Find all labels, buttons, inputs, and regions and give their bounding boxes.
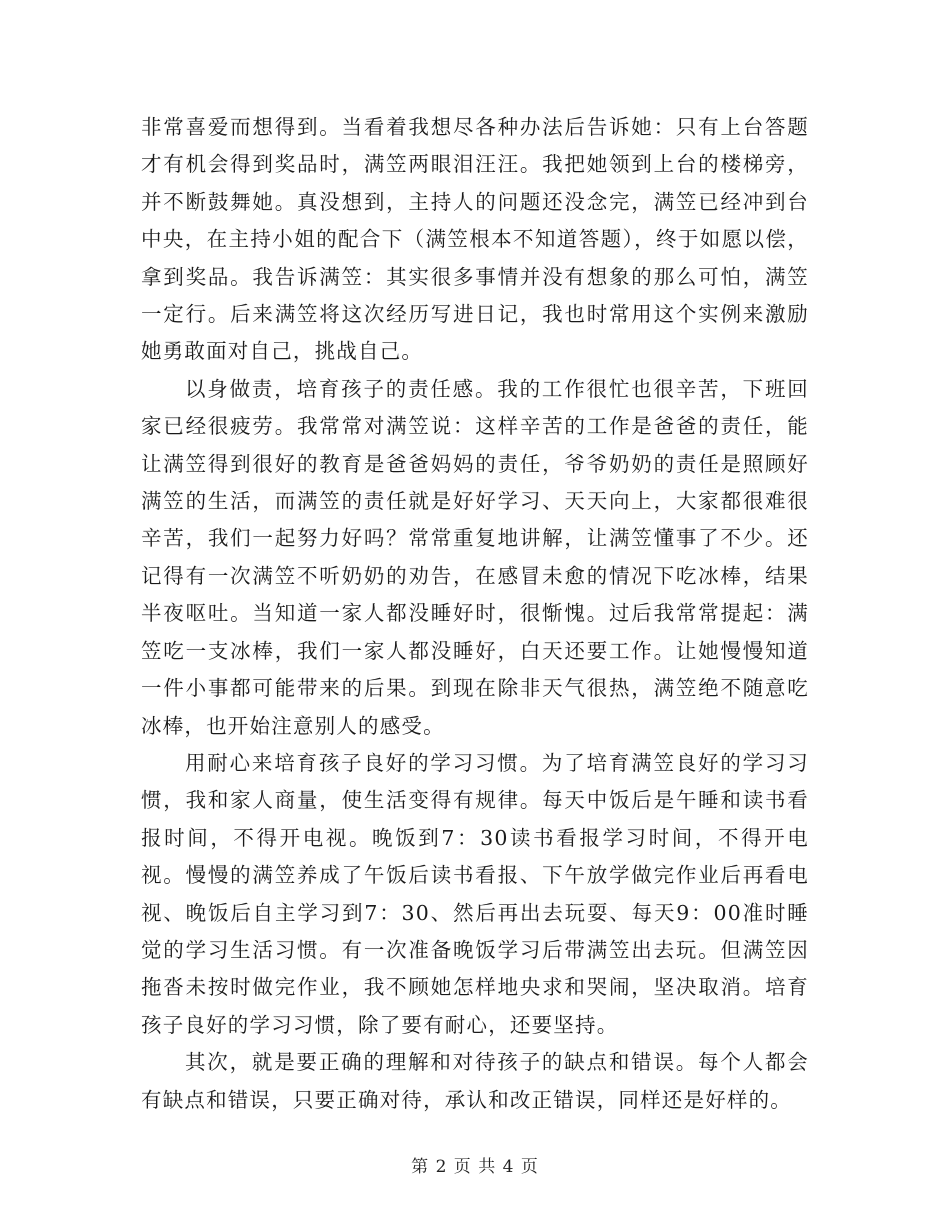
paragraph-3: 用耐心来培育孩子良好的学习习惯。为了培育满笠良好的学习习惯，我和家人商量，使生活变得有规律。每天中饭后是午睡和读书看报时间，不得开电视。晚饭到7：30读书看报学习时间，不得开电视。慢慢的满笠养成了午饭后读书看报、下午放学做完作业后再看电视、晚饭后自主学习到7：30、然后再出去玩耍、每天9：00准时睡觉的学习生活习惯。有一次准备晚饭学习后带满笠出去玩。但满笠因拖沓未按时做完作业，我不顾她怎样地央求和哭闹，坚决取消。培育孩子良好的学习习惯，除了要有耐心，还要坚持。 [141, 750, 809, 1037]
page-footer: 第 2 页 共 4 页 [411, 1157, 539, 1177]
paragraph-2: 以身做责，培育孩子的责任感。我的工作很忙也很辛苦，下班回家已经很疲劳。我常常对满笠说：这样辛苦的工作是爸爸的责任，能让满笠得到很好的教育是爸爸妈妈的责任，爷爷奶奶的责任是照顾好满笠的生活，而满笠的责任就是好好学习、天天向上，大家都很难很辛苦，我们一起努力好吗？常常重复地讲解，让满笠懂事了不少。还记得有一次满笠不听奶奶的劝告，在感冒未愈的情况下吃冰棒，结果半夜呕吐。当知道一家人都没睡好时，很惭愧。过后我常常提起：满笠吃一支冰棒，我们一家人都没睡好，白天还要工作。让她慢慢知道一件小事都可能带来的后果。到现在除非天气很热，满笠绝不随意吃冰棒，也开始注意别人的感受。 [141, 376, 809, 738]
paragraph-1: 非常喜爱而想得到。当看着我想尽各种办法后告诉她：只有上台答题才有机会得到奖品时，满笠两眼泪汪汪。我把她领到上台的楼梯旁，并不断鼓舞她。真没想到，主持人的问题还没念完，满笠已经冲到台中央，在主持小姐的配合下（满笠根本不知道答题），终于如愿以偿，拿到奖品。我告诉满笠：其实很多事情并没有想象的那么可怕，满笠一定行。后来满笠将这次经历写进日记，我也时常用这个实例来激励她勇敢面对自己，挑战自己。 [141, 115, 809, 364]
paragraph-4: 其次，就是要正确的理解和对待孩子的缺点和错误。每个人都会有缺点和错误，只要正确对待，承认和改正错误，同样还是好样的。 [141, 1050, 809, 1112]
body-text [141, 109, 809, 1119]
